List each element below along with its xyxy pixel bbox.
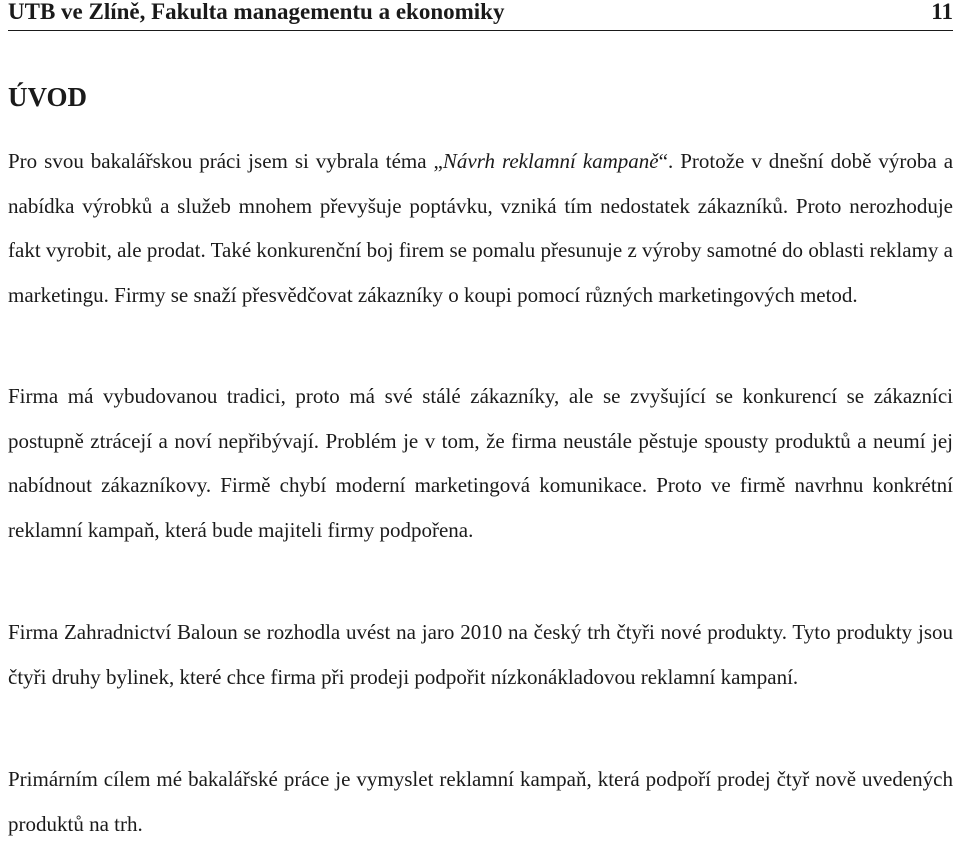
paragraph-4: Primárním cílem mé bakalářské práce je vymyslet reklamní kampaň, která podpoří prodej čtyř nově uvedených produktů na trh. xyxy=(8,767,953,836)
chapter-title: ÚVOD xyxy=(8,82,87,112)
paragraph-3: Firma Zahradnictví Baloun se rozhodla uvést na jaro 2010 na český trh čtyři nové produkty. Tyto produkty jsou čtyři druhy bylinek, které chce firma při prodeji podpořit nízkonákladovou reklamní kampaní. xyxy=(8,620,953,689)
running-header xyxy=(8,0,953,31)
paragraph-1-topic: Návrh reklamní kampaně xyxy=(442,149,659,173)
header-title: UTB ve Zlíně, Fakulta managementu a ekonomiky xyxy=(8,0,505,24)
page-number: 11 xyxy=(931,0,953,24)
paragraph-2: Firma má vybudovanou tradici, proto má své stálé zákazníky, ale se zvyšující se konkurencí se zákazníci postupně ztrácejí a noví nepřibývají. Problém je v tom, že firma neustále pěstuje spousty produktů a neumí jej nabídnout zákazníkovy. Firmě chybí moderní marketingová komunikace. Proto ve firmě navrhnu konkrétní reklamní kampaň, která bude majiteli firmy podpořena. xyxy=(8,384,953,543)
paragraph-1-lead: Pro svou bakalářskou práci jsem si vybrala téma „ xyxy=(8,149,443,173)
paragraph-1-rest: “. Protože v dnešní době výroba a nabídka výrobků a služeb mnohem převyšuje poptávku, vzniká tím nedostatek zákazníků. Proto nerozhoduje fakt vyrobit, ale prodat. Také konkurenční boj firem se pomalu přesunuje z výroby samotné do oblasti reklamy a marketingu. Firmy se snaží přesvědčovat zákazníky o koupi pomocí různých marketingových metod. xyxy=(8,149,954,308)
document-page xyxy=(8,0,953,840)
paragraph-1 xyxy=(8,139,953,318)
